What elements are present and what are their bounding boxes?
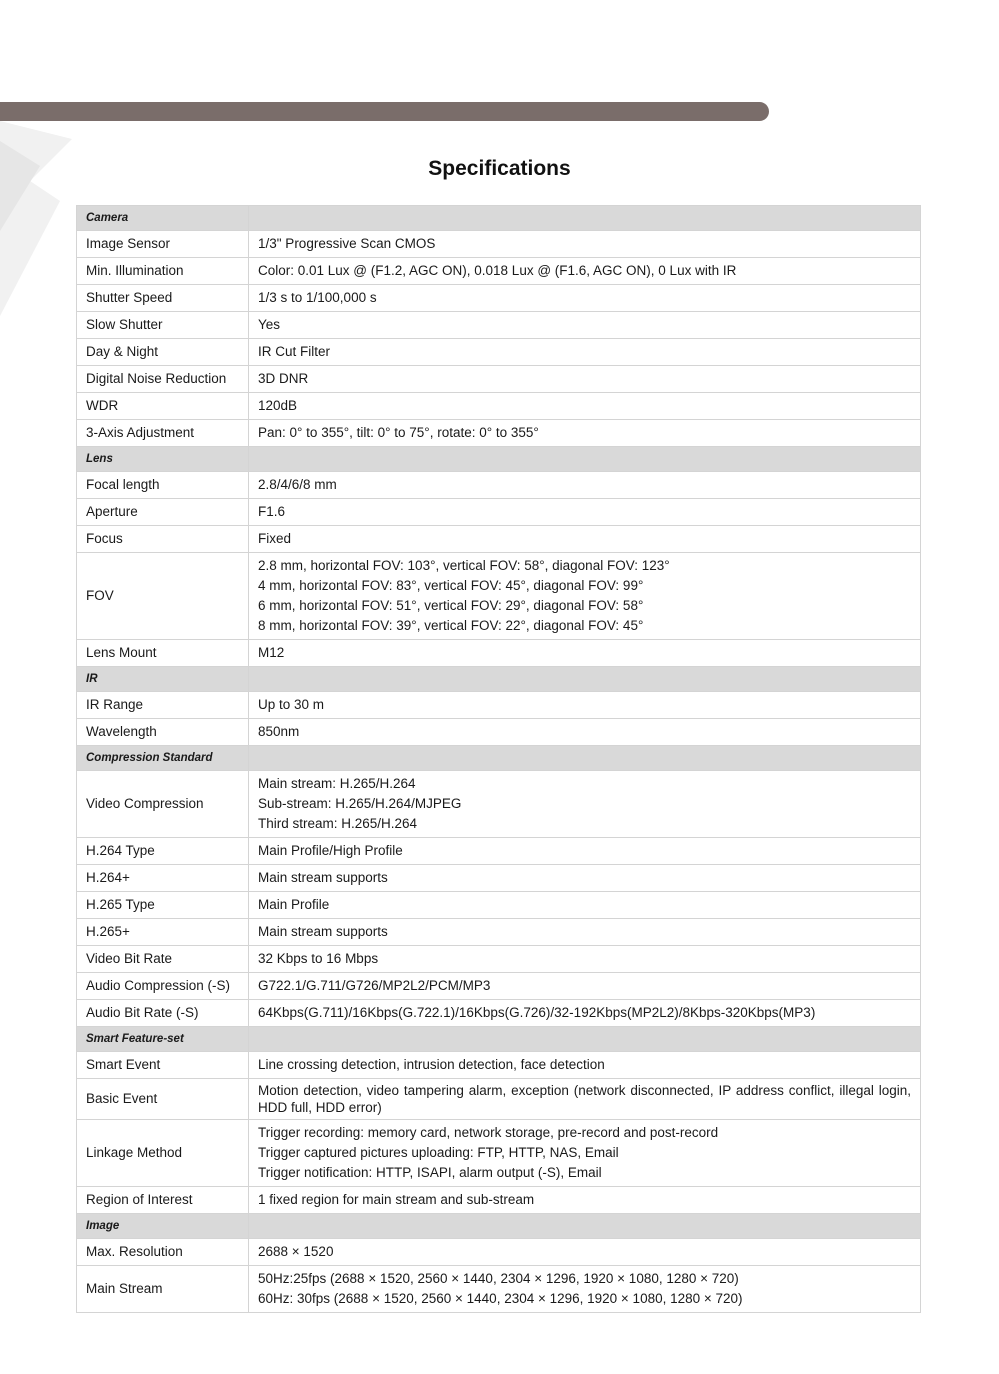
spec-label: IR Range — [77, 692, 249, 719]
header-bar — [0, 102, 769, 121]
spec-label: Max. Resolution — [77, 1239, 249, 1266]
spec-value — [249, 393, 921, 420]
spec-value-line: Fixed — [258, 531, 292, 546]
section-header-blank — [249, 1027, 921, 1052]
spec-value-line: Yes — [258, 317, 281, 332]
spec-value — [249, 1079, 921, 1120]
spec-value-line: 60Hz: 30fps (2688 × 1520, 2560 × 1440, 2304 × 1296, 1920 × 1080, 1280 × 720) — [258, 1291, 743, 1306]
spec-label: Audio Bit Rate (-S) — [77, 1000, 249, 1027]
spec-value — [249, 472, 921, 499]
spec-value — [249, 258, 921, 285]
section-header-blank — [249, 667, 921, 692]
spec-value — [249, 865, 921, 892]
corner-star-decoration — [0, 121, 80, 321]
spec-value — [249, 1266, 921, 1313]
spec-label: Smart Event — [77, 1052, 249, 1079]
spec-label: Region of Interest — [77, 1187, 249, 1214]
spec-value-line: 64Kbps(G.711)/16Kbps(G.722.1)/16Kbps(G.726)/32-192Kbps(MP2L2)/8Kbps-320Kbps(MP3) — [258, 1005, 816, 1020]
section-title: Image — [77, 1214, 249, 1239]
spec-value-line: 850nm — [258, 724, 300, 739]
spec-value-line: F1.6 — [258, 504, 286, 519]
spec-value-line: 4 mm, horizontal FOV: 83°, vertical FOV: 45°, diagonal FOV: 99° — [258, 578, 644, 593]
spec-row — [77, 1052, 921, 1079]
spec-value — [249, 640, 921, 667]
section-header-blank — [249, 746, 921, 771]
spec-row — [77, 838, 921, 865]
section-header — [77, 1214, 921, 1239]
spec-label: Focal length — [77, 472, 249, 499]
spec-value — [249, 366, 921, 393]
spec-value-line: Trigger captured pictures uploading: FTP, HTTP, NAS, Email — [258, 1145, 619, 1160]
spec-value — [249, 1052, 921, 1079]
spec-value — [249, 946, 921, 973]
spec-value-line: Up to 30 m — [258, 697, 325, 712]
spec-value — [249, 719, 921, 746]
spec-value-line: 50Hz:25fps (2688 × 1520, 2560 × 1440, 2304 × 1296, 1920 × 1080, 1280 × 720) — [258, 1271, 739, 1286]
spec-value-line: 6 mm, horizontal FOV: 51°, vertical FOV: 29°, diagonal FOV: 58° — [258, 598, 644, 613]
section-header — [77, 206, 921, 231]
spec-value — [249, 526, 921, 553]
spec-value-line: 2.8/4/6/8 mm — [258, 477, 337, 492]
spec-label: Slow Shutter — [77, 312, 249, 339]
spec-value — [249, 919, 921, 946]
section-header-blank — [249, 206, 921, 231]
spec-label: H.265+ — [77, 919, 249, 946]
spec-value-line: Motion detection, video tampering alarm, exception (network disconnected, IP address conflict, illegal login, HDD full, HDD error) — [258, 1083, 911, 1115]
spec-label: Min. Illumination — [77, 258, 249, 285]
spec-row — [77, 919, 921, 946]
spec-value — [249, 553, 921, 640]
spec-value — [249, 1120, 921, 1187]
spec-row — [77, 719, 921, 746]
spec-label: Lens Mount — [77, 640, 249, 667]
spec-value — [249, 838, 921, 865]
spec-label: Audio Compression (-S) — [77, 973, 249, 1000]
spec-row — [77, 1187, 921, 1214]
spec-value-line: Pan: 0° to 355°, tilt: 0° to 75°, rotate: 0° to 355° — [258, 425, 539, 440]
spec-value — [249, 420, 921, 447]
spec-row — [77, 1239, 921, 1266]
spec-value-line: 3D DNR — [258, 371, 309, 386]
spec-label: H.264 Type — [77, 838, 249, 865]
spec-value-line: Third stream: H.265/H.264 — [258, 816, 418, 831]
spec-row — [77, 312, 921, 339]
spec-row — [77, 1120, 921, 1187]
spec-value-line: Main Profile/High Profile — [258, 843, 403, 858]
spec-value — [249, 771, 921, 838]
page-title: Specifications — [428, 157, 571, 180]
spec-value — [249, 499, 921, 526]
spec-value-line: Main stream: H.265/H.264 — [258, 776, 416, 791]
spec-value-line: Line crossing detection, intrusion detection, face detection — [258, 1057, 605, 1072]
spec-value-line: M12 — [258, 645, 285, 660]
spec-row — [77, 946, 921, 973]
spec-value-line: Color: 0.01 Lux @ (F1.2, AGC ON), 0.018 Lux @ (F1.6, AGC ON), 0 Lux with IR — [258, 263, 737, 278]
spec-label: Basic Event — [77, 1079, 249, 1120]
spec-label: Focus — [77, 526, 249, 553]
spec-row — [77, 1000, 921, 1027]
spec-row — [77, 892, 921, 919]
spec-value — [249, 285, 921, 312]
section-title: Camera — [77, 206, 249, 231]
spec-value — [249, 339, 921, 366]
spec-value — [249, 1000, 921, 1027]
spec-label: Linkage Method — [77, 1120, 249, 1187]
section-header — [77, 746, 921, 771]
spec-label: Shutter Speed — [77, 285, 249, 312]
spec-row — [77, 973, 921, 1000]
spec-value-line: IR Cut Filter — [258, 344, 331, 359]
spec-row — [77, 393, 921, 420]
section-header — [77, 447, 921, 472]
spec-label: Main Stream — [77, 1266, 249, 1313]
section-header — [77, 1027, 921, 1052]
spec-label: Day & Night — [77, 339, 249, 366]
spec-row — [77, 339, 921, 366]
spec-label: WDR — [77, 393, 249, 420]
spec-value-line: Trigger recording: memory card, network storage, pre-record and post-record — [258, 1125, 719, 1140]
spec-label: Aperture — [77, 499, 249, 526]
spec-value-line: 32 Kbps to 16 Mbps — [258, 951, 379, 966]
specifications-table — [76, 205, 921, 1313]
spec-label: FOV — [77, 553, 249, 640]
spec-label: H.265 Type — [77, 892, 249, 919]
spec-value — [249, 973, 921, 1000]
spec-value-line: 2688 × 1520 — [258, 1244, 334, 1259]
spec-value-line: 8 mm, horizontal FOV: 39°, vertical FOV: 22°, diagonal FOV: 45° — [258, 618, 644, 633]
section-title: Smart Feature-set — [77, 1027, 249, 1052]
spec-row — [77, 865, 921, 892]
spec-value-line: Main stream supports — [258, 870, 388, 885]
section-title: Compression Standard — [77, 746, 249, 771]
spec-value — [249, 1239, 921, 1266]
spec-value — [249, 231, 921, 258]
spec-label: Digital Noise Reduction — [77, 366, 249, 393]
spec-value — [249, 1187, 921, 1214]
spec-row — [77, 526, 921, 553]
spec-value-line: 2.8 mm, horizontal FOV: 103°, vertical FOV: 58°, diagonal FOV: 123° — [258, 558, 670, 573]
spec-label: Video Bit Rate — [77, 946, 249, 973]
section-header-blank — [249, 447, 921, 472]
spec-value — [249, 692, 921, 719]
spec-row — [77, 1079, 921, 1120]
section-title: Lens — [77, 447, 249, 472]
spec-label: Video Compression — [77, 771, 249, 838]
spec-row — [77, 285, 921, 312]
spec-value-line: 1/3" Progressive Scan CMOS — [258, 236, 436, 251]
spec-value-line: 1/3 s to 1/100,000 s — [258, 290, 377, 305]
spec-row — [77, 692, 921, 719]
spec-value-line: 1 fixed region for main stream and sub-stream — [258, 1192, 535, 1207]
spec-value — [249, 892, 921, 919]
section-header — [77, 667, 921, 692]
spec-row — [77, 640, 921, 667]
spec-value-line: 120dB — [258, 398, 298, 413]
spec-label: Wavelength — [77, 719, 249, 746]
spec-label: Image Sensor — [77, 231, 249, 258]
spec-row — [77, 499, 921, 526]
spec-value-line: Sub-stream: H.265/H.264/MJPEG — [258, 796, 462, 811]
spec-row — [77, 771, 921, 838]
spec-row — [77, 420, 921, 447]
spec-row — [77, 553, 921, 640]
spec-row — [77, 366, 921, 393]
spec-label: H.264+ — [77, 865, 249, 892]
spec-row — [77, 231, 921, 258]
spec-row — [77, 1266, 921, 1313]
spec-value — [249, 312, 921, 339]
section-header-blank — [249, 1214, 921, 1239]
spec-value-line: Main stream supports — [258, 924, 388, 939]
spec-value-line: G722.1/G.711/G726/MP2L2/PCM/MP3 — [258, 978, 491, 993]
spec-row — [77, 258, 921, 285]
spec-row — [77, 472, 921, 499]
section-title: IR — [77, 667, 249, 692]
spec-value-line: Trigger notification: HTTP, ISAPI, alarm output (-S), Email — [258, 1165, 602, 1180]
spec-value-line: Main Profile — [258, 897, 330, 912]
spec-label: 3-Axis Adjustment — [77, 420, 249, 447]
